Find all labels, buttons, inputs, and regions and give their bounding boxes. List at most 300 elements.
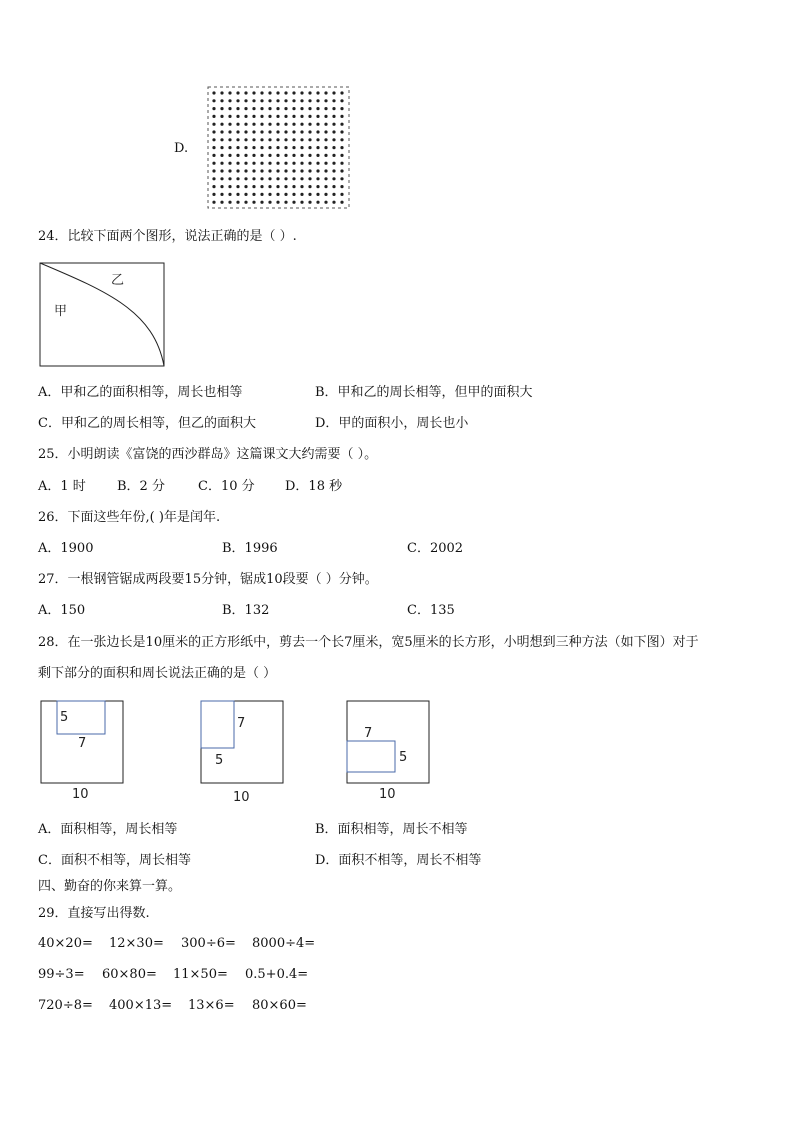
grid-dot <box>324 169 327 172</box>
q26-stem: 26．下面这些年份,( )年是闰年. <box>38 510 221 525</box>
grid-dot <box>308 91 311 94</box>
grid-dot <box>244 138 247 141</box>
grid-dot <box>292 185 295 188</box>
grid-dot <box>276 154 279 157</box>
grid-dot <box>244 91 247 94</box>
grid-dot <box>220 107 223 110</box>
grid-dot <box>276 107 279 110</box>
grid-dot <box>212 201 215 204</box>
grid-dot <box>324 154 327 157</box>
grid-dot <box>284 130 287 133</box>
grid-dot <box>268 146 271 149</box>
grid-dot <box>244 177 247 180</box>
q28-fig1-label-a: 5 <box>60 710 69 725</box>
q24-option-c: C．甲和乙的周长相等，但乙的面积大 <box>38 416 256 431</box>
q24-label-jia: 甲 <box>54 304 68 319</box>
grid-dot <box>340 123 343 126</box>
grid-dot <box>324 130 327 133</box>
grid-dot <box>236 162 239 165</box>
grid-dot <box>236 169 239 172</box>
q28-fig3-cutout <box>347 741 395 772</box>
dotted-grid-figure <box>206 85 351 210</box>
grid-dot <box>236 154 239 157</box>
grid-dot <box>284 193 287 196</box>
q29-r1-c4: 8000÷4= <box>252 936 316 951</box>
grid-dot <box>276 162 279 165</box>
grid-dot <box>332 107 335 110</box>
grid-dot <box>244 154 247 157</box>
grid-dot <box>308 177 311 180</box>
grid-dot <box>260 185 263 188</box>
grid-dot <box>292 107 295 110</box>
grid-dot <box>300 177 303 180</box>
grid-dot <box>308 123 311 126</box>
grid-dot <box>212 130 215 133</box>
grid-dot <box>316 169 319 172</box>
grid-dot <box>292 115 295 118</box>
grid-dot <box>244 123 247 126</box>
grid-dot <box>236 107 239 110</box>
grid-dot <box>300 162 303 165</box>
grid-dot <box>268 123 271 126</box>
grid-dot <box>212 146 215 149</box>
grid-dot <box>236 185 239 188</box>
q29-r3-c3: 13×6= <box>188 998 235 1013</box>
grid-dot <box>252 162 255 165</box>
grid-dot <box>244 115 247 118</box>
grid-dot <box>228 162 231 165</box>
grid-dot <box>268 130 271 133</box>
grid-dot <box>212 162 215 165</box>
q28-fig3-label-side: 10 <box>379 787 396 802</box>
grid-dot <box>324 91 327 94</box>
grid-dot <box>284 99 287 102</box>
grid-dot <box>284 146 287 149</box>
grid-dot <box>268 138 271 141</box>
grid-dot <box>300 193 303 196</box>
grid-dot <box>268 107 271 110</box>
grid-dot <box>308 185 311 188</box>
grid-dot <box>340 115 343 118</box>
grid-dot <box>260 107 263 110</box>
q29-r2-c2: 60×80= <box>102 967 157 982</box>
q29-r1-c1: 40×20= <box>38 936 93 951</box>
q24-option-b: B．甲和乙的周长相等，但甲的面积大 <box>315 385 533 400</box>
grid-dot <box>340 107 343 110</box>
grid-dot <box>220 154 223 157</box>
q28-fig2-label-a: 7 <box>237 716 246 731</box>
grid-dot <box>260 138 263 141</box>
grid-dot <box>252 177 255 180</box>
q28-fig3-square <box>347 701 429 783</box>
grid-dot <box>252 123 255 126</box>
grid-dot <box>276 91 279 94</box>
grid-dot <box>220 169 223 172</box>
grid-dot <box>284 123 287 126</box>
grid-dot <box>316 193 319 196</box>
grid-dot <box>268 91 271 94</box>
grid-dot <box>340 169 343 172</box>
grid-dot <box>276 146 279 149</box>
grid-dot <box>268 99 271 102</box>
grid-dot <box>260 91 263 94</box>
grid-dot <box>316 177 319 180</box>
grid-dot <box>228 138 231 141</box>
grid-dot <box>220 162 223 165</box>
grid-dot <box>316 130 319 133</box>
grid-dot <box>244 107 247 110</box>
grid-dot <box>308 115 311 118</box>
grid-dot <box>316 99 319 102</box>
grid-dot <box>252 185 255 188</box>
grid-dot <box>220 91 223 94</box>
q26-option-b: B．1996 <box>222 541 278 556</box>
grid-dot <box>308 138 311 141</box>
grid-dot <box>332 201 335 204</box>
grid-dot <box>212 99 215 102</box>
q24-option-d: D．甲的面积小，周长也小 <box>315 416 469 431</box>
grid-dot <box>220 123 223 126</box>
grid-dot <box>236 130 239 133</box>
grid-dot <box>244 185 247 188</box>
grid-dot <box>316 154 319 157</box>
grid-dot <box>332 177 335 180</box>
grid-dot <box>332 115 335 118</box>
q28-stem-line1: 28．在一张边长是10厘米的正方形纸中，剪去一个长7厘米，宽5厘米的长方形，小明想到三种方法（如下图）对于 <box>38 635 699 650</box>
grid-dot <box>284 91 287 94</box>
q28-fig2-label-b: 5 <box>215 753 224 768</box>
q25-option-d: D．18 秒 <box>285 479 343 494</box>
grid-dot <box>212 138 215 141</box>
q28-stem-line2: 剩下部分的面积和周长说法正确的是（ ） <box>38 666 277 681</box>
q28-fig3-label-a: 7 <box>364 726 373 741</box>
grid-dot <box>252 138 255 141</box>
q29-stem: 29．直接写出得数. <box>38 906 150 921</box>
grid-dot <box>260 162 263 165</box>
grid-dot <box>212 123 215 126</box>
grid-dot <box>236 177 239 180</box>
grid-dot <box>340 130 343 133</box>
grid-dot <box>284 169 287 172</box>
grid-dot <box>324 177 327 180</box>
grid-dot <box>308 162 311 165</box>
grid-dot <box>292 154 295 157</box>
grid-dot <box>300 169 303 172</box>
grid-dot <box>220 193 223 196</box>
grid-dot <box>276 138 279 141</box>
grid-dot <box>292 169 295 172</box>
q28-figure-1 <box>40 700 140 810</box>
grid-dot <box>236 138 239 141</box>
grid-dot <box>340 99 343 102</box>
grid-dot <box>268 177 271 180</box>
grid-dot <box>284 185 287 188</box>
grid-dot <box>300 107 303 110</box>
grid-dot <box>268 169 271 172</box>
grid-dot <box>340 146 343 149</box>
grid-dot <box>268 193 271 196</box>
grid-dot <box>332 154 335 157</box>
grid-dot <box>308 154 311 157</box>
grid-dot <box>340 154 343 157</box>
grid-dot <box>324 115 327 118</box>
q24-option-a: A．甲和乙的面积相等，周长也相等 <box>38 385 243 400</box>
grid-dot <box>300 130 303 133</box>
grid-dot <box>292 201 295 204</box>
grid-dot <box>332 130 335 133</box>
grid-dot <box>292 177 295 180</box>
grid-dot <box>276 115 279 118</box>
q28-fig1-label-side: 10 <box>72 787 89 802</box>
grid-dot <box>252 107 255 110</box>
q28-option-c: C．面积不相等，周长相等 <box>38 853 191 868</box>
grid-dot <box>340 185 343 188</box>
q25-option-c: C．10 分 <box>198 479 255 494</box>
grid-dot <box>340 138 343 141</box>
grid-dot <box>236 123 239 126</box>
grid-dot <box>228 185 231 188</box>
grid-dot <box>276 177 279 180</box>
grid-dot <box>260 146 263 149</box>
q25-stem: 25．小明朗读《富饶的西沙群岛》这篇课文大约需要（ ）。 <box>38 447 378 462</box>
grid-dot <box>252 146 255 149</box>
grid-dot <box>316 162 319 165</box>
grid-dot <box>244 193 247 196</box>
grid-dot <box>292 138 295 141</box>
q29-r3-c2: 400×13= <box>109 998 173 1013</box>
grid-dot <box>300 115 303 118</box>
grid-dot <box>300 123 303 126</box>
grid-dot <box>316 146 319 149</box>
grid-dot <box>316 138 319 141</box>
grid-dot <box>324 123 327 126</box>
grid-dot <box>316 123 319 126</box>
grid-dot <box>220 99 223 102</box>
grid-dot <box>252 130 255 133</box>
grid-dot <box>324 107 327 110</box>
grid-dot <box>316 115 319 118</box>
grid-dot <box>260 201 263 204</box>
grid-dot <box>300 201 303 204</box>
grid-dot <box>268 154 271 157</box>
grid-dot <box>300 146 303 149</box>
grid-dot <box>308 130 311 133</box>
grid-dot <box>332 185 335 188</box>
grid-dot <box>220 201 223 204</box>
grid-dot <box>308 201 311 204</box>
grid-dot <box>252 115 255 118</box>
q28-fig2-label-side: 10 <box>233 790 250 805</box>
grid-dot <box>236 115 239 118</box>
q24-figure <box>39 262 167 367</box>
grid-dot <box>252 154 255 157</box>
grid-dot <box>236 193 239 196</box>
grid-dot <box>212 193 215 196</box>
grid-dot <box>324 138 327 141</box>
q25-option-a: A．1 时 <box>38 479 86 494</box>
grid-dot <box>324 146 327 149</box>
q28-fig2-square <box>201 701 283 783</box>
grid-dot <box>316 201 319 204</box>
grid-dot <box>252 193 255 196</box>
grid-dot <box>228 107 231 110</box>
q27-stem: 27．一根钢管锯成两段要15分钟，锯成10段要（ ）分钟。 <box>38 572 378 587</box>
q28-figure-3 <box>346 700 446 810</box>
q24-label-yi: 乙 <box>111 273 125 288</box>
grid-dot <box>228 146 231 149</box>
grid-dot <box>292 123 295 126</box>
grid-dot <box>284 201 287 204</box>
q28-option-a: A．面积相等，周长相等 <box>38 822 178 837</box>
grid-dot <box>292 162 295 165</box>
grid-dot <box>284 162 287 165</box>
grid-dot <box>332 193 335 196</box>
grid-dot <box>276 123 279 126</box>
q29-r2-c4: 0.5+0.4= <box>245 967 309 982</box>
grid-dot <box>268 201 271 204</box>
q29-r3-c1: 720÷8= <box>38 998 93 1013</box>
q27-option-b: B．132 <box>222 603 270 618</box>
grid-dot <box>244 130 247 133</box>
grid-dot <box>220 138 223 141</box>
grid-dot <box>260 169 263 172</box>
grid-dot <box>260 99 263 102</box>
grid-dot <box>260 123 263 126</box>
grid-dot <box>212 185 215 188</box>
grid-dot <box>300 138 303 141</box>
grid-dot <box>276 201 279 204</box>
grid-dot <box>284 154 287 157</box>
grid-dot <box>228 193 231 196</box>
q28-figure-2 <box>200 700 300 810</box>
grid-dot <box>324 162 327 165</box>
q26-option-c: C．2002 <box>407 541 464 556</box>
grid-dot <box>228 123 231 126</box>
grid-dot <box>268 162 271 165</box>
grid-dot <box>332 99 335 102</box>
grid-dot <box>332 123 335 126</box>
grid-dot <box>220 177 223 180</box>
grid-dot <box>292 99 295 102</box>
grid-dot <box>220 146 223 149</box>
grid-dot <box>324 193 327 196</box>
grid-dot <box>260 193 263 196</box>
grid-dot <box>228 169 231 172</box>
grid-dot <box>332 146 335 149</box>
grid-dot <box>340 201 343 204</box>
grid-dot <box>244 201 247 204</box>
q28-option-d: D．面积不相等，周长不相等 <box>315 853 482 868</box>
grid-dot <box>228 154 231 157</box>
q29-r2-c3: 11×50= <box>173 967 228 982</box>
grid-dot <box>340 91 343 94</box>
grid-dot <box>244 146 247 149</box>
grid-dot <box>316 91 319 94</box>
grid-dot <box>292 146 295 149</box>
grid-dot <box>220 130 223 133</box>
grid-dot <box>252 99 255 102</box>
grid-dot <box>324 185 327 188</box>
grid-dot <box>236 99 239 102</box>
grid-dot <box>308 107 311 110</box>
grid-dot <box>284 115 287 118</box>
grid-dot <box>236 146 239 149</box>
grid-dot <box>332 169 335 172</box>
grid-dot <box>220 185 223 188</box>
q28-option-b: B．面积相等，周长不相等 <box>315 822 468 837</box>
grid-dot <box>228 130 231 133</box>
q26-option-a: A．1900 <box>38 541 94 556</box>
q27-option-a: A．150 <box>38 603 86 618</box>
grid-dot <box>212 177 215 180</box>
q29-r1-c3: 300÷6= <box>181 936 236 951</box>
q28-fig2-cutout <box>201 701 234 748</box>
grid-dot <box>276 185 279 188</box>
grid-dot <box>228 115 231 118</box>
grid-dot <box>340 162 343 165</box>
grid-dot <box>340 193 343 196</box>
grid-dot <box>316 107 319 110</box>
grid-dot <box>332 162 335 165</box>
grid-dot <box>244 169 247 172</box>
grid-dot <box>212 154 215 157</box>
grid-dot <box>284 177 287 180</box>
grid-dot <box>260 177 263 180</box>
q27-option-c: C．135 <box>407 603 455 618</box>
grid-dot <box>252 201 255 204</box>
option-d-label: D. <box>174 141 189 156</box>
grid-dot <box>292 193 295 196</box>
grid-dot <box>292 130 295 133</box>
grid-dot <box>292 91 295 94</box>
grid-dot <box>300 154 303 157</box>
q29-r1-c2: 12×30= <box>109 936 164 951</box>
q29-r3-c4: 80×60= <box>252 998 307 1013</box>
grid-dot <box>228 91 231 94</box>
grid-dot <box>244 162 247 165</box>
grid-dot <box>324 201 327 204</box>
grid-dot <box>268 115 271 118</box>
grid-dot <box>260 115 263 118</box>
grid-dot <box>260 130 263 133</box>
q24-stem: 24．比较下面两个图形，说法正确的是（ ）. <box>38 229 297 244</box>
grid-dot <box>332 138 335 141</box>
grid-dot <box>276 130 279 133</box>
grid-dot <box>300 185 303 188</box>
grid-dot <box>212 115 215 118</box>
q28-fig3-label-b: 5 <box>399 750 408 765</box>
q25-option-b: B．2 分 <box>117 479 165 494</box>
grid-dot <box>228 99 231 102</box>
grid-dot <box>340 177 343 180</box>
grid-dot <box>212 91 215 94</box>
grid-dot <box>276 99 279 102</box>
grid-dot <box>300 91 303 94</box>
q28-fig1-label-b: 7 <box>78 736 87 751</box>
grid-dot <box>260 154 263 157</box>
grid-dot <box>308 193 311 196</box>
grid-dot <box>276 193 279 196</box>
grid-dot <box>284 107 287 110</box>
grid-dot <box>308 146 311 149</box>
grid-dot <box>300 99 303 102</box>
grid-dot <box>324 99 327 102</box>
grid-dot <box>212 107 215 110</box>
grid-dot <box>228 201 231 204</box>
section-4-title: 四、勤奋的你来算一算。 <box>38 879 182 894</box>
q29-r2-c1: 99÷3= <box>38 967 85 982</box>
grid-dot <box>228 177 231 180</box>
